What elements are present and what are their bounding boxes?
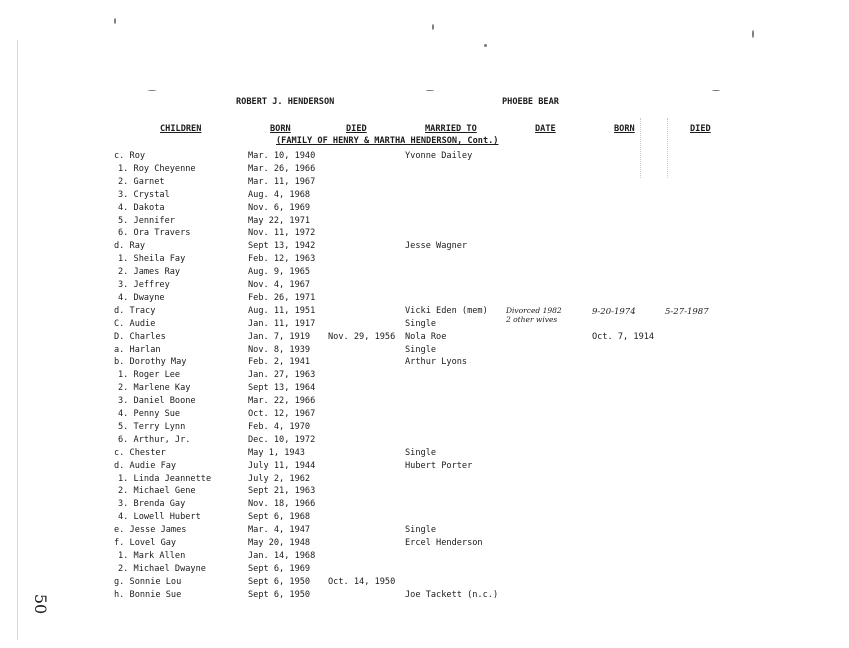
annotation-died-2: 5-27-1987 xyxy=(665,307,709,317)
born-date: Feb. 26, 1971 xyxy=(248,293,316,303)
born-date: Mar. 11, 1967 xyxy=(248,177,316,187)
born-date: Jan. 11, 1917 xyxy=(248,319,316,329)
born-date: Feb. 12, 1963 xyxy=(248,254,316,264)
child-name: h. Bonnie Sue xyxy=(114,590,182,600)
child-name: D. Charles xyxy=(114,332,166,342)
born-date: Jan. 14, 1968 xyxy=(248,551,316,561)
spouse-name: Vicki Eden (mem) xyxy=(405,306,488,316)
child-name: 4. Lowell Hubert xyxy=(118,512,201,522)
born-date: May 22, 1971 xyxy=(248,216,311,226)
col-header-born: BORN xyxy=(270,124,291,134)
born-date: Mar. 22, 1966 xyxy=(248,396,316,406)
child-name: 2. James Ray xyxy=(118,267,181,277)
born-date: Sept 6, 1950 xyxy=(248,577,311,587)
col-header-died: DIED xyxy=(346,124,367,134)
born-date: Aug. 4, 1968 xyxy=(248,190,311,200)
born-date: Mar. 4, 1947 xyxy=(248,525,311,535)
child-name: 3. Crystal xyxy=(118,190,170,200)
page-edge xyxy=(17,40,19,640)
spouse-name: Arthur Lyons xyxy=(405,357,468,367)
child-name: 5. Jennifer xyxy=(118,216,175,226)
born-date: Nov. 11, 1972 xyxy=(248,228,316,238)
scan-speck xyxy=(426,90,434,91)
born-date: Mar. 10, 1940 xyxy=(248,151,316,161)
born-date: Sept 21, 1963 xyxy=(248,486,316,496)
born-date: Sept 13, 1964 xyxy=(248,383,316,393)
family-note: (FAMILY OF HENRY & MARTHA HENDERSON, Cont.) xyxy=(276,136,499,146)
child-name: C. Audie xyxy=(114,319,156,329)
born-date: Dec. 10, 1972 xyxy=(248,435,316,445)
child-name: g. Sonnie Lou xyxy=(114,577,182,587)
born-date: Jan. 27, 1963 xyxy=(248,370,316,380)
born-date: Sept 6, 1968 xyxy=(248,512,311,522)
born-date: Nov. 18, 1966 xyxy=(248,499,316,509)
child-name: 4. Dakota xyxy=(118,203,165,213)
scan-speck xyxy=(114,18,116,24)
scan-speck xyxy=(752,30,754,38)
child-name: 4. Dwayne xyxy=(118,293,165,303)
died-date: Nov. 29, 1956 xyxy=(328,332,396,342)
born-date: July 11, 1944 xyxy=(248,461,316,471)
born-date: Nov. 8, 1939 xyxy=(248,345,311,355)
child-name: 2. Michael Dwayne xyxy=(118,564,206,574)
born-date: Sept 6, 1950 xyxy=(248,590,311,600)
child-name: 6. Arthur, Jr. xyxy=(118,435,191,445)
ruling-line xyxy=(640,118,642,178)
annotation-other-wives: 2 other wives xyxy=(506,315,558,324)
born-date: July 2, 1962 xyxy=(248,474,311,484)
died-date: Oct. 14, 1950 xyxy=(328,577,396,587)
child-name: 3. Jeffrey xyxy=(118,280,170,290)
born-date: Sept 6, 1969 xyxy=(248,564,311,574)
child-name: d. Ray xyxy=(114,241,146,251)
spouse-name: Jesse Wagner xyxy=(405,241,468,251)
child-name: 4. Penny Sue xyxy=(118,409,181,419)
spouse-name: Yvonne Dailey xyxy=(405,151,473,161)
child-name: 1. Roger Lee xyxy=(118,370,181,380)
annotation-divorce: Divorced 1982 xyxy=(506,306,562,315)
spouse-name: Ercel Henderson xyxy=(405,538,483,548)
child-name: c. Chester xyxy=(114,448,166,458)
child-name: 2. Garnet xyxy=(118,177,165,187)
annotation-born-2: 9-20-1974 xyxy=(592,307,636,317)
born-date: Nov. 6, 1969 xyxy=(248,203,311,213)
born-date: Mar. 26, 1966 xyxy=(248,164,316,174)
husband-name: ROBERT J. HENDERSON xyxy=(236,97,335,107)
col-header-children: CHILDREN xyxy=(160,124,202,134)
spouse-name: Nola Roe xyxy=(405,332,447,342)
child-name: 3. Brenda Gay xyxy=(118,499,186,509)
ruling-line xyxy=(667,118,669,178)
col-header-date: DATE xyxy=(535,124,556,134)
born-date: Aug. 9, 1965 xyxy=(248,267,311,277)
page-number: 50 xyxy=(31,593,51,615)
child-name: e. Jesse James xyxy=(114,525,187,535)
spouse-name: Single xyxy=(405,345,437,355)
spouse-name: Hubert Porter xyxy=(405,461,473,471)
spouse-name: Single xyxy=(405,525,437,535)
child-name: 2. Michael Gene xyxy=(118,486,196,496)
child-name: d. Audie Fay xyxy=(114,461,177,471)
child-name: 1. Linda Jeannette xyxy=(118,474,212,484)
born-date: Sept 13, 1942 xyxy=(248,241,316,251)
child-name: d. Tracy xyxy=(114,306,156,316)
born-date: Jan. 7, 1919 xyxy=(248,332,311,342)
scan-speck xyxy=(432,24,434,30)
born-date: Oct. 12, 1967 xyxy=(248,409,316,419)
child-name: 3. Daniel Boone xyxy=(118,396,196,406)
child-name: 2. Marlene Kay xyxy=(118,383,191,393)
born-date: Feb. 2, 1941 xyxy=(248,357,311,367)
scan-speck xyxy=(148,90,156,91)
child-name: b. Dorothy May xyxy=(114,357,187,367)
child-name: 6. Ora Travers xyxy=(118,228,191,238)
born-date: May 1, 1943 xyxy=(248,448,305,458)
child-name: 1. Sheila Fay xyxy=(118,254,186,264)
child-name: f. Lovel Gay xyxy=(114,538,177,548)
spouse-name: Single xyxy=(405,448,437,458)
born-date: May 20, 1948 xyxy=(248,538,311,548)
child-name: 1. Mark Allen xyxy=(118,551,186,561)
child-name: a. Harlan xyxy=(114,345,161,355)
spouse-name: Joe Tackett (n.c.) xyxy=(405,590,499,600)
child-name: 5. Terry Lynn xyxy=(118,422,186,432)
col-header-born-2: BORN xyxy=(614,124,635,134)
col-header-married-to: MARRIED TO xyxy=(425,124,477,134)
wife-name: PHOEBE BEAR xyxy=(502,97,559,107)
born-date: Nov. 4, 1967 xyxy=(248,280,311,290)
born-date: Aug. 11, 1951 xyxy=(248,306,316,316)
child-name: c. Roy xyxy=(114,151,146,161)
spouse-name: Single xyxy=(405,319,437,329)
scan-speck xyxy=(712,90,720,91)
charles-wife-born: Oct. 7, 1914 xyxy=(592,332,655,342)
scan-speck xyxy=(484,44,487,47)
born-date: Feb. 4, 1970 xyxy=(248,422,311,432)
col-header-died-2: DIED xyxy=(690,124,711,134)
child-name: 1. Roy Cheyenne xyxy=(118,164,196,174)
